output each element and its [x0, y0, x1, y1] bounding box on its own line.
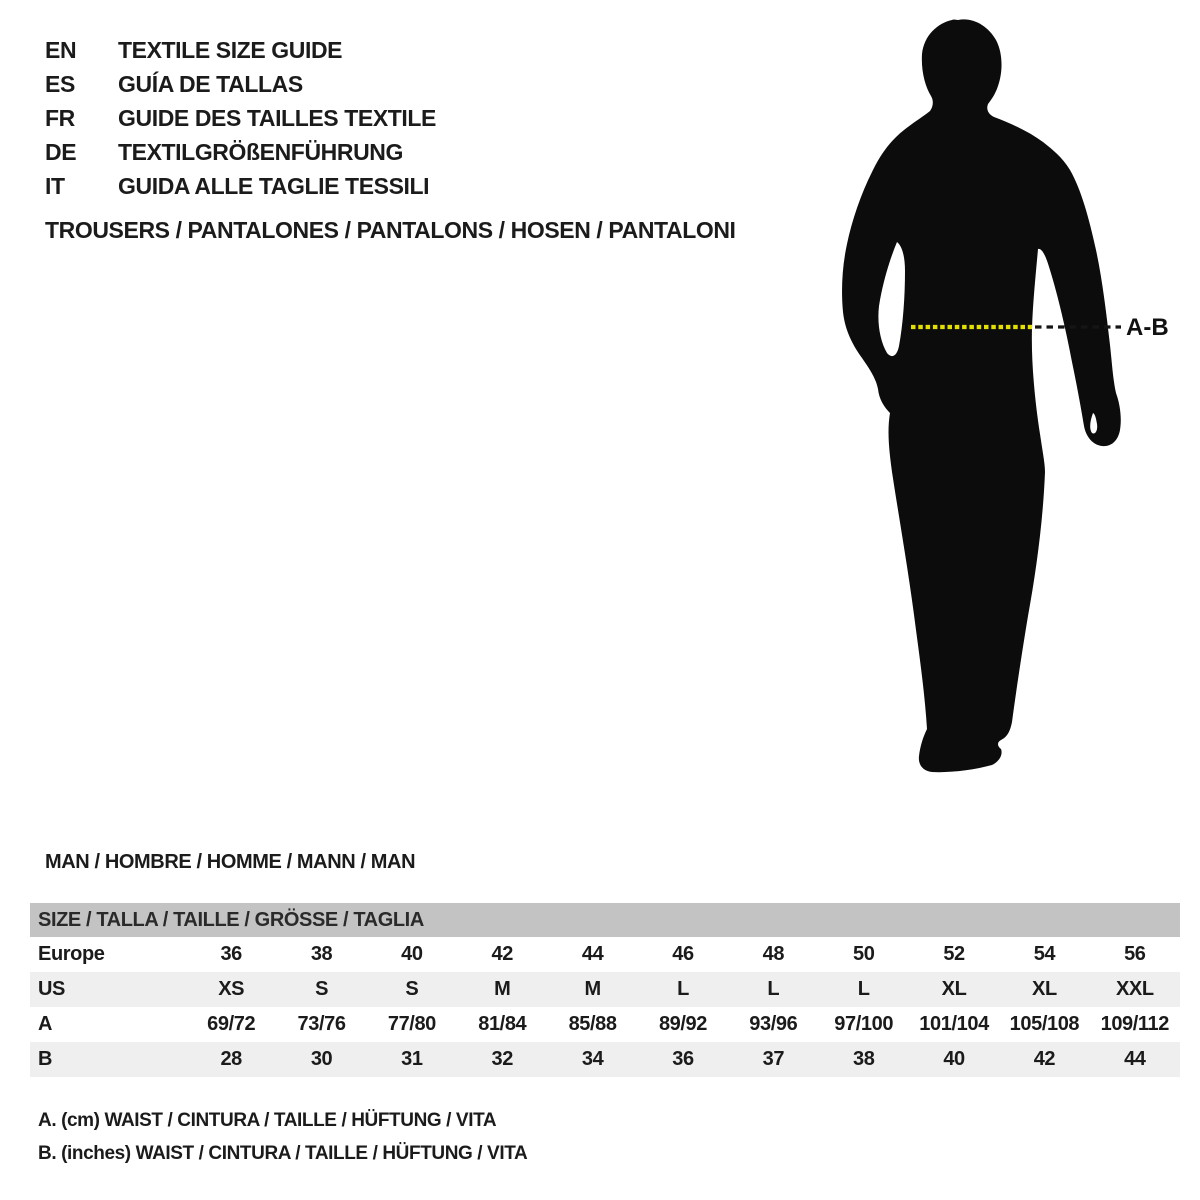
cell: 31 — [367, 1042, 457, 1077]
man-silhouette-figure — [820, 0, 1200, 790]
language-code: DE — [45, 138, 77, 165]
cell: L — [728, 972, 818, 1007]
table-row-us — [30, 972, 1180, 1007]
cell: 36 — [638, 1042, 728, 1077]
cell: 32 — [457, 1042, 547, 1077]
language-code: IT — [45, 172, 65, 199]
language-code: EN — [45, 36, 77, 63]
cell: 46 — [672, 943, 694, 965]
table-row-b-inches — [30, 1042, 1180, 1077]
cell: L — [638, 972, 728, 1007]
table-row-a-cm — [30, 1007, 1180, 1042]
cell: 42 — [999, 1042, 1089, 1077]
footnote-a: A. (cm) WAIST / CINTURA / TAILLE / HÜFTUNG / VITA — [38, 1110, 497, 1131]
language-title: TEXTILGRÖßENFÜHRUNG — [118, 138, 403, 165]
language-row-en — [45, 33, 436, 67]
cell: 44 — [1090, 1042, 1180, 1077]
cell: XXL — [1090, 972, 1180, 1007]
cell: 56 — [1124, 943, 1146, 965]
cell: 38 — [310, 943, 333, 965]
cell: 42 — [491, 943, 513, 965]
cell: 30 — [276, 1042, 366, 1077]
table-row-europe — [30, 937, 1180, 972]
language-title: GUÍA DE TALLAS — [118, 70, 303, 97]
cell: S — [367, 972, 457, 1007]
cell: 34 — [547, 1042, 637, 1077]
cell: 73/76 — [297, 1013, 346, 1035]
cell: 101/104 — [919, 1013, 989, 1035]
language-code: ES — [45, 70, 75, 97]
cell: 44 — [581, 943, 604, 965]
category-title: TROUSERS / PANTALONES / PANTALONS / HOSEN / PANTALONI — [45, 217, 736, 243]
size-table-header: SIZE / TALLA / TAILLE / GRÖSSE / TAGLIA — [30, 903, 1180, 937]
row-label: B — [30, 1042, 186, 1077]
language-row-it — [45, 169, 436, 203]
language-row-de — [45, 135, 436, 169]
cell: S — [276, 972, 366, 1007]
language-list — [45, 33, 436, 203]
row-label: A — [38, 1013, 53, 1035]
cell: 89/92 — [658, 1013, 707, 1035]
cell: M — [547, 972, 637, 1007]
language-code: FR — [45, 104, 75, 131]
cell: M — [457, 972, 547, 1007]
cell: 28 — [186, 1042, 276, 1077]
cell: 85/88 — [568, 1013, 617, 1035]
footnotes — [38, 1110, 527, 1176]
cell: 77/80 — [387, 1013, 436, 1035]
cell: 93/96 — [749, 1013, 798, 1035]
cell: 40 — [401, 943, 423, 965]
cell: XL — [909, 972, 999, 1007]
cell: 54 — [1033, 943, 1056, 965]
cell: 97/100 — [834, 1013, 894, 1035]
footnote-b: B. (inches) WAIST / CINTURA / TAILLE / HÜFTUNG / VITA — [38, 1143, 528, 1164]
row-label: Europe — [38, 943, 105, 965]
language-title: GUIDA ALLE TAGLIE TESSILI — [118, 172, 430, 199]
cell: 81/84 — [478, 1013, 527, 1035]
cell: 105/108 — [1009, 1013, 1080, 1035]
man-silhouette — [842, 19, 1121, 772]
measure-label: A-B — [1126, 314, 1169, 341]
size-table-header-row — [30, 903, 1180, 937]
section-title-man: MAN / HOMBRE / HOMME / MANN / MAN — [45, 851, 416, 873]
cell: XL — [999, 972, 1089, 1007]
size-table — [30, 903, 1180, 1077]
cell: 38 — [819, 1042, 909, 1077]
language-row-es — [45, 67, 436, 101]
cell: L — [819, 972, 909, 1007]
cell: 36 — [220, 943, 242, 965]
cell: 69/72 — [207, 1013, 256, 1035]
cell: 50 — [852, 943, 875, 965]
cell: 48 — [762, 943, 785, 965]
language-row-fr — [45, 101, 436, 135]
language-title: TEXTILE SIZE GUIDE — [118, 36, 343, 63]
cell: 37 — [728, 1042, 818, 1077]
cell: 40 — [909, 1042, 999, 1077]
cell: 52 — [943, 943, 965, 965]
cell: XS — [186, 972, 276, 1007]
cell: 109/112 — [1100, 1013, 1169, 1035]
language-title: GUIDE DES TAILLES TEXTILE — [118, 104, 436, 131]
row-label: US — [30, 972, 186, 1007]
